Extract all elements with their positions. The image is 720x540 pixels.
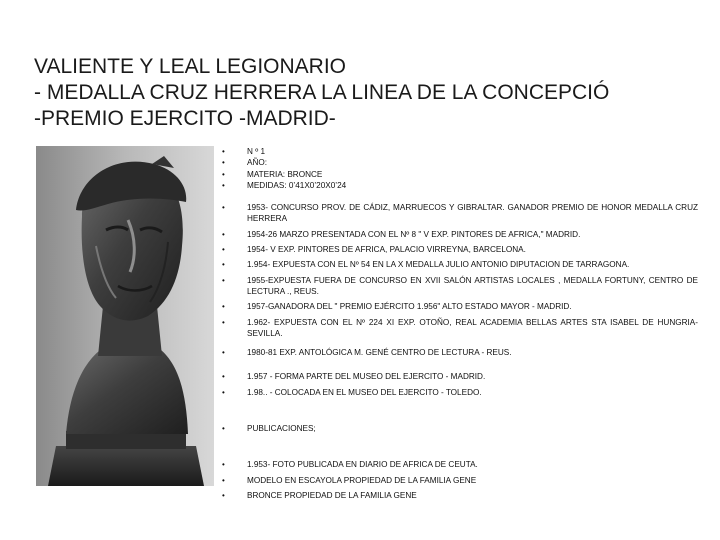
list-item: • 1980-81 EXP. ANTOLÓGICA M. GENÉ CENTRO DE LECTURA - REUS.	[222, 347, 698, 358]
list-item: • 1954-26 MARZO PRESENTADA CON EL Nº 8 " V EXP. PINTORES DE AFRICA," MADRID.	[222, 229, 698, 240]
list-item: • BRONCE PROPIEDAD DE LA FAMILIA GENE	[222, 490, 698, 501]
list-item: • 1.953- FOTO PUBLICADA EN DIARIO DE AFRICA DE CEUTA.	[222, 459, 698, 470]
title-line-2: - MEDALLA CRUZ HERRERA LA LINEA DE LA CONCEPCIÓ	[34, 81, 610, 104]
list-item: • 1955-EXPUESTA FUERA DE CONCURSO EN XVII SALÓN ARTISTAS LOCALES , MEDALLA FORTUNY, CENTRO DE LECTURA ., REUS.	[222, 275, 698, 298]
list-item: • MATERIA: BRONCE	[222, 169, 698, 180]
bust-photo	[36, 146, 214, 486]
details-list	[222, 146, 698, 501]
list-item: • AÑO:	[222, 157, 698, 168]
list-item: • N º 1	[222, 146, 698, 157]
list-item: • 1953- CONCURSO PROV. DE CÁDIZ, MARRUECOS Y GIBRALTAR. GANADOR PREMIO DE HONOR MEDALLA CRUZ HERRERA	[222, 202, 698, 225]
list-item: • 1954- V EXP. PINTORES DE AFRICA, PALACIO VIRREYNA, BARCELONA.	[222, 244, 698, 255]
list-item: • 1.957 - FORMA PARTE DEL MUSEO DEL EJERCITO - MADRID.	[222, 371, 698, 382]
list-item: • 1.962- EXPUESTA CON EL Nº 224 XI EXP. OTOÑO, REAL ACADEMIA BELLAS ARTES STA ISABEL DE HUNGRIA- SEVILLA.	[222, 317, 698, 340]
list-item: • 1.954- EXPUESTA CON EL Nº 54 EN LA X MEDALLA JULIO ANTONIO DIPUTACION DE TARRAGONA.	[222, 259, 698, 270]
list-item: • 1957-GANADORA DEL " PREMIO EJÉRCITO 1.956" ALTO ESTADO MAYOR - MADRID.	[222, 301, 698, 312]
list-item: • MODELO EN ESCAYOLA PROPIEDAD DE LA FAMILIA GENE	[222, 475, 698, 486]
title-line-3: -PREMIO EJERCITO -MADRID-	[34, 107, 336, 130]
slide-title	[34, 54, 714, 132]
list-item: • MEDIDAS: 0’41X0’20X0’24	[222, 180, 698, 191]
list-item: • 1.98.. - COLOCADA EN EL MUSEO DEL EJERCITO - TOLEDO.	[222, 387, 698, 398]
list-item: • PUBLICACIONES;	[222, 423, 698, 434]
title-line-1: VALIENTE Y LEAL LEGIONARIO	[34, 55, 347, 78]
